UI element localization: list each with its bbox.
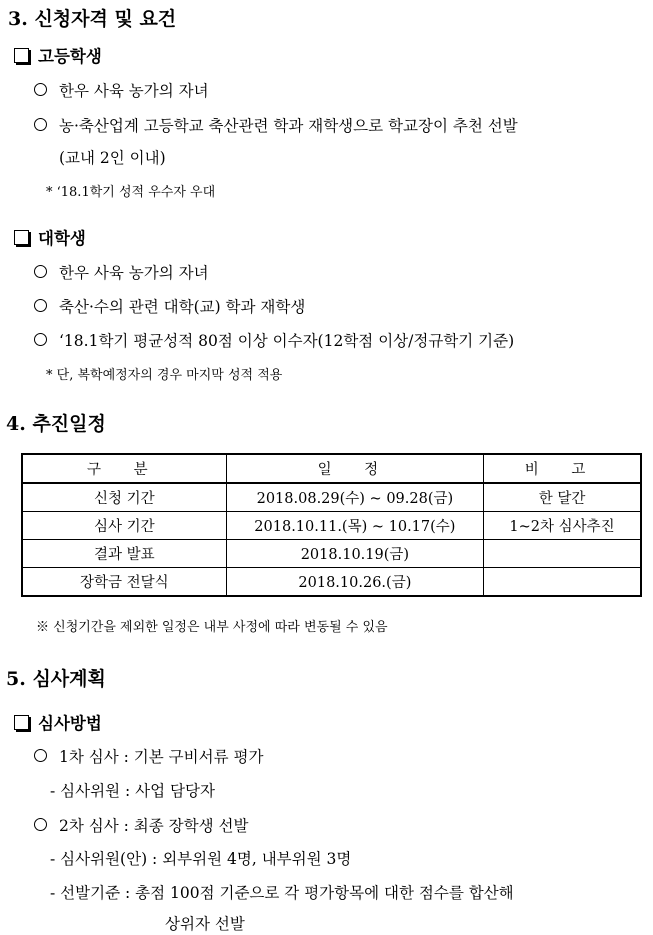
checkbox-square-icon	[14, 715, 29, 730]
heading-university	[14, 225, 86, 249]
checkbox-square-icon	[14, 230, 29, 245]
checkbox-square-icon	[14, 48, 29, 63]
list-item	[34, 295, 305, 317]
table-row	[22, 568, 641, 597]
col-header-label: 비 고	[524, 462, 600, 478]
cell: 심사 기간	[22, 512, 226, 540]
circle-bullet-icon	[34, 265, 47, 278]
note: * 단, 복학예정자의 경우 마지막 성적 적용	[46, 368, 283, 383]
list-item-text: ‘18.1학기 평균성적 80점 이상 이수자(12학점 이상/정규학기 기준)	[59, 332, 515, 350]
circle-bullet-icon	[34, 83, 47, 96]
cell: 2018.08.29(수) ~ 09.28(금)	[226, 483, 483, 512]
cell: 결과 발표	[22, 540, 226, 568]
col-header-label: 일 정	[317, 462, 393, 478]
cell	[484, 540, 641, 568]
col-header	[484, 454, 641, 483]
heading-review-method	[14, 710, 102, 734]
col-header	[22, 454, 226, 483]
list-subitem-continuation: 상위자 선발	[165, 915, 245, 933]
note: * ‘18.1학기 성적 우수자 우대	[46, 185, 216, 200]
heading-review-method-label: 심사방법	[38, 714, 102, 733]
list-item	[34, 114, 518, 136]
list-item-text: 2차 심사 : 최종 장학생 선발	[59, 817, 249, 835]
section-3-title: 3. 신청자격 및 요건	[8, 8, 177, 30]
heading-university-label: 대학생	[38, 229, 86, 248]
cell: 한 달간	[484, 483, 641, 512]
section-5-title: 5. 심사계획	[6, 668, 106, 690]
list-item	[34, 261, 209, 283]
list-item-text: 축산·수의 관련 대학(교) 학과 재학생	[59, 298, 306, 316]
schedule-table	[21, 453, 642, 597]
table-row	[22, 483, 641, 512]
list-subitem: - 심사위원(안) : 외부위원 4명, 내부위원 3명	[50, 850, 352, 868]
list-item-continuation: (교내 2인 이내)	[59, 149, 166, 167]
circle-bullet-icon	[34, 118, 47, 131]
list-item	[34, 329, 514, 351]
section-4-title: 4. 추진일정	[6, 413, 106, 435]
cell	[484, 568, 641, 597]
list-item-text: 농·축산업계 고등학교 축산관련 학과 재학생으로 학교장이 추천 선발	[59, 117, 518, 135]
list-item-text: 한우 사육 농가의 자녀	[59, 82, 209, 100]
cell: 2018.10.11.(목) ~ 10.17(수)	[226, 512, 483, 540]
list-item	[34, 745, 263, 767]
list-item-text: 한우 사육 농가의 자녀	[59, 264, 209, 282]
table-header-row	[22, 454, 641, 483]
list-item	[34, 814, 248, 836]
col-header	[226, 454, 483, 483]
circle-bullet-icon	[34, 299, 47, 312]
list-subitem: - 선발기준 : 총점 100점 기준으로 각 평가항목에 대한 점수를 합산해	[50, 884, 514, 902]
circle-bullet-icon	[34, 818, 47, 831]
heading-high-school	[14, 43, 102, 67]
heading-high-school-label: 고등학생	[38, 47, 102, 66]
cell: 1~2차 심사추진	[484, 512, 641, 540]
circle-bullet-icon	[34, 333, 47, 346]
cell: 2018.10.26.(금)	[226, 568, 483, 597]
list-item-text: 1차 심사 : 기본 구비서류 평가	[59, 748, 264, 766]
cell: 장학금 전달식	[22, 568, 226, 597]
cell: 신청 기간	[22, 483, 226, 512]
table-row	[22, 540, 641, 568]
list-subitem: - 심사위원 : 사업 담당자	[50, 782, 215, 800]
schedule-note: ※ 신청기간을 제외한 일정은 내부 사정에 따라 변동될 수 있음	[36, 620, 388, 635]
table-row	[22, 512, 641, 540]
circle-bullet-icon	[34, 749, 47, 762]
list-item	[34, 79, 209, 101]
col-header-label: 구 분	[87, 462, 162, 478]
cell: 2018.10.19(금)	[226, 540, 483, 568]
